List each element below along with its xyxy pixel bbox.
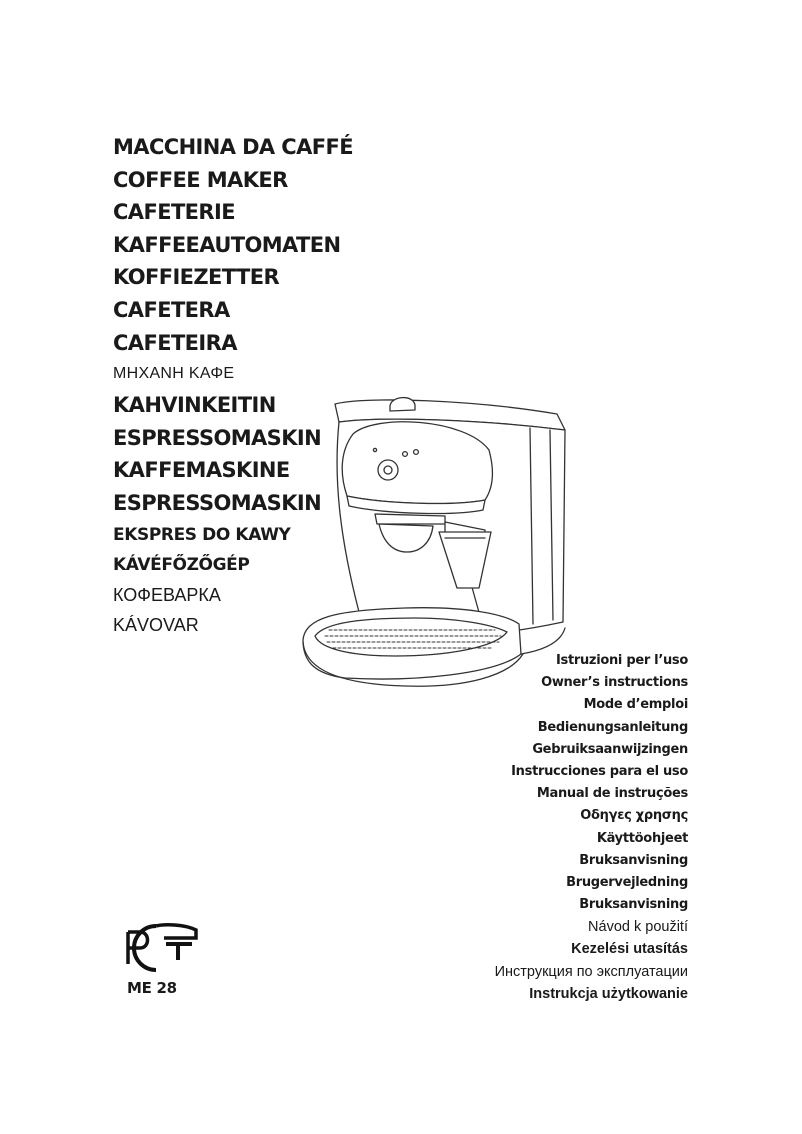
manual-title: Návod k použití [588, 919, 688, 936]
manual-title-list [495, 650, 688, 1005]
manual-title: Brugervejledning [566, 874, 688, 890]
manual-title: Bruksanvisning [579, 897, 688, 913]
manual-title: Instrukcja użytkowanie [529, 985, 688, 1002]
product-title: KÁVOVAR [113, 614, 199, 635]
product-title: CAFETEIRA [113, 330, 237, 355]
manual-title: Owner’s instructions [541, 675, 688, 691]
product-title: KAFFEMASKINE [113, 458, 290, 483]
manual-title: Gebruiksaanwijzingen [532, 741, 688, 757]
product-title: KAHVINKEITIN [113, 393, 276, 418]
manual-title: Kezelési utasítás [571, 941, 688, 958]
product-title: KAFFEEAUTOMATEN [113, 232, 341, 257]
product-title: COFFEE MAKER [113, 167, 288, 192]
product-title: MACCHINA DA CAFFÉ [113, 135, 353, 159]
manual-title: Instrucciones para el uso [511, 763, 688, 779]
product-title: CAFETERIE [113, 200, 235, 225]
espresso-machine-illustration [295, 392, 595, 702]
manual-title: Bruksanvisning [579, 852, 688, 868]
product-title: KOFFIEZETTER [113, 265, 280, 290]
product-title: EKSPRES DO KAWY [113, 524, 291, 545]
product-title: KÁVÉFŐZŐGÉP [113, 554, 250, 575]
manual-title: Инструкция по эксплуатации [494, 963, 688, 980]
manual-title: Käyttöohjeet [596, 830, 688, 846]
rst-certification-mark-icon [112, 918, 212, 978]
product-title: КОФЕВАРКА [113, 584, 221, 605]
manual-title: Manual de instruções [536, 786, 688, 802]
manual-title: Mode d’emploi [583, 697, 688, 713]
manual-title: Istruzioni per l’uso [555, 653, 688, 668]
product-title: ESPRESSOMASKIN [113, 490, 322, 515]
product-title: ΜΗΧΑΝΗ ΚΑΦΕ [113, 365, 235, 383]
manual-title: Bedienungsanleitung [537, 719, 688, 735]
product-title: ESPRESSOMASKIN [113, 425, 322, 450]
certification-code: ME 28 [127, 979, 177, 997]
manual-title: Οδηγες χρησης [580, 808, 688, 824]
product-title: CAFETERA [113, 297, 230, 322]
